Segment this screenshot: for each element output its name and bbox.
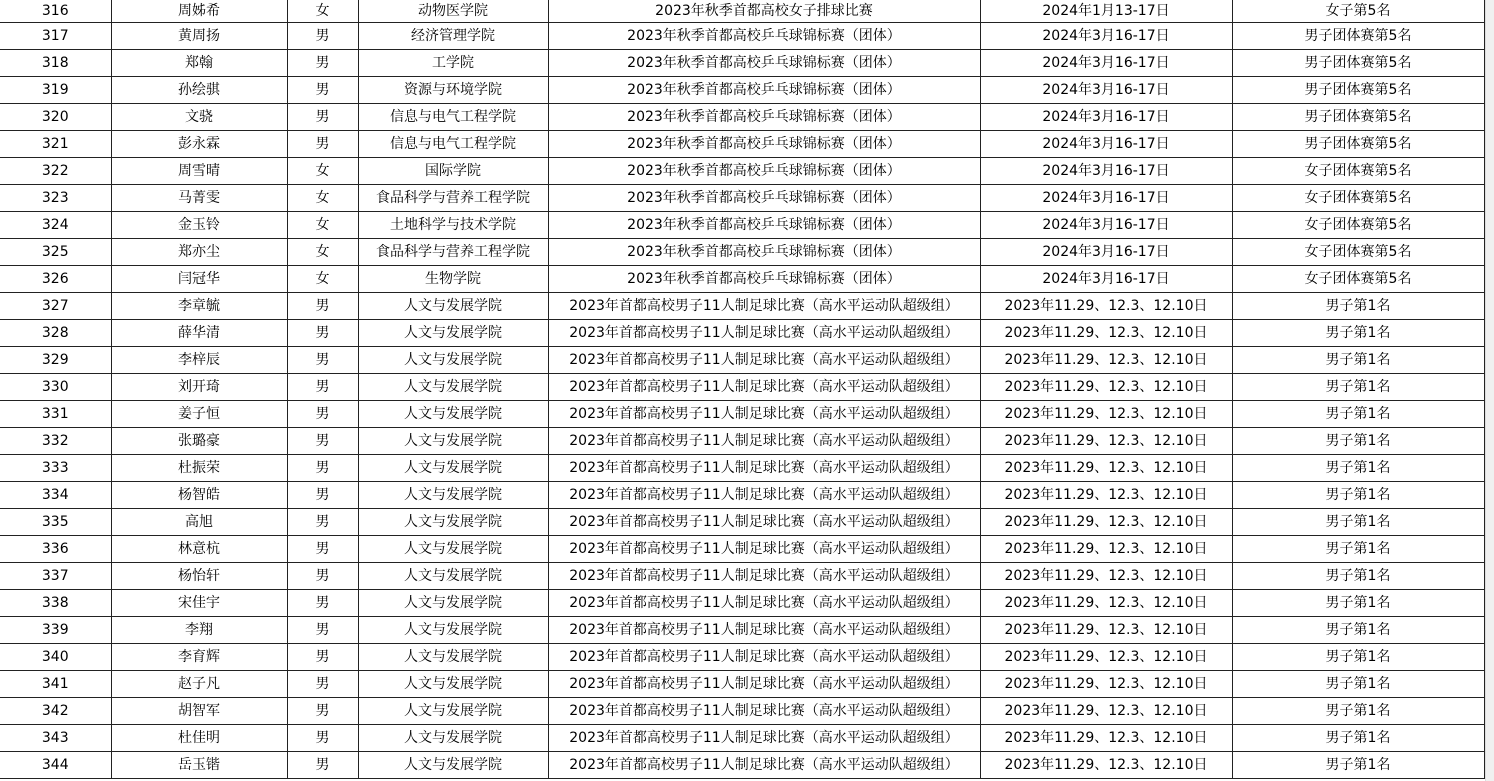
gender-cell[interactable]: 女 [287, 185, 358, 212]
date-cell[interactable]: 2023年11.29、12.3、12.10日 [980, 455, 1232, 482]
date-cell[interactable]: 2023年11.29、12.3、12.10日 [980, 752, 1232, 779]
table-row [0, 266, 1484, 293]
name-cell[interactable]: 刘开琦 [111, 374, 287, 401]
date-cell[interactable]: 2024年3月16-17日 [980, 158, 1232, 185]
name-cell[interactable]: 杨怡轩 [111, 563, 287, 590]
gender-cell[interactable]: 男 [287, 347, 358, 374]
college-cell[interactable]: 食品科学与营养工程学院 [358, 239, 548, 266]
date-cell[interactable]: 2024年3月16-17日 [980, 185, 1232, 212]
date-cell[interactable]: 2023年11.29、12.3、12.10日 [980, 563, 1232, 590]
college-cell[interactable]: 人文与发展学院 [358, 563, 548, 590]
gender-cell[interactable]: 男 [287, 644, 358, 671]
gender-cell[interactable]: 女 [287, 158, 358, 185]
gender-cell[interactable]: 男 [287, 725, 358, 752]
college-cell[interactable]: 人文与发展学院 [358, 482, 548, 509]
table-row [0, 590, 1484, 617]
date-cell[interactable]: 2024年1月13-17日 [980, 0, 1232, 23]
gender-cell[interactable]: 男 [287, 428, 358, 455]
event-cell[interactable]: 2023年首都高校男子11人制足球比赛（高水平运动队超级组） [548, 455, 980, 482]
gender-cell[interactable]: 男 [287, 563, 358, 590]
result-cell[interactable]: 男子第1名 [1232, 509, 1484, 536]
date-cell[interactable]: 2024年3月16-17日 [980, 266, 1232, 293]
result-cell[interactable]: 男子第1名 [1232, 374, 1484, 401]
index-cell[interactable]: 325 [0, 239, 111, 266]
college-cell[interactable]: 人文与发展学院 [358, 455, 548, 482]
result-cell[interactable]: 男子团体赛第5名 [1232, 50, 1484, 77]
college-cell[interactable]: 人文与发展学院 [358, 536, 548, 563]
table-row [0, 239, 1484, 266]
table-row [0, 320, 1484, 347]
college-cell[interactable]: 土地科学与技术学院 [358, 212, 548, 239]
date-cell[interactable]: 2023年11.29、12.3、12.10日 [980, 617, 1232, 644]
table-row [0, 482, 1484, 509]
result-cell[interactable]: 女子第5名 [1232, 0, 1484, 23]
event-cell[interactable]: 2023年首都高校男子11人制足球比赛（高水平运动队超级组） [548, 725, 980, 752]
result-cell[interactable]: 男子第1名 [1232, 347, 1484, 374]
date-cell[interactable]: 2024年3月16-17日 [980, 239, 1232, 266]
date-cell[interactable]: 2023年11.29、12.3、12.10日 [980, 428, 1232, 455]
college-cell[interactable]: 人文与发展学院 [358, 509, 548, 536]
name-cell[interactable]: 文骁 [111, 104, 287, 131]
gender-cell[interactable]: 男 [287, 482, 358, 509]
gender-cell[interactable]: 女 [287, 212, 358, 239]
college-cell[interactable]: 人文与发展学院 [358, 590, 548, 617]
date-cell[interactable]: 2024年3月16-17日 [980, 77, 1232, 104]
name-cell[interactable]: 宋佳宇 [111, 590, 287, 617]
name-cell[interactable]: 闫冠华 [111, 266, 287, 293]
college-cell[interactable]: 人文与发展学院 [358, 617, 548, 644]
index-cell[interactable]: 321 [0, 131, 111, 158]
date-cell[interactable]: 2023年11.29、12.3、12.10日 [980, 536, 1232, 563]
college-cell[interactable]: 人文与发展学院 [358, 725, 548, 752]
result-cell[interactable]: 男子第1名 [1232, 536, 1484, 563]
table-row [0, 185, 1484, 212]
index-cell[interactable]: 322 [0, 158, 111, 185]
table-row [0, 104, 1484, 131]
name-cell[interactable]: 孙绘骐 [111, 77, 287, 104]
event-cell[interactable]: 2023年首都高校男子11人制足球比赛（高水平运动队超级组） [548, 509, 980, 536]
event-cell[interactable]: 2023年首都高校男子11人制足球比赛（高水平运动队超级组） [548, 590, 980, 617]
table-row [0, 293, 1484, 320]
index-cell[interactable]: 330 [0, 374, 111, 401]
table-row [0, 77, 1484, 104]
result-cell[interactable]: 男子团体赛第5名 [1232, 131, 1484, 158]
index-cell[interactable]: 327 [0, 293, 111, 320]
event-cell[interactable]: 2023年首都高校男子11人制足球比赛（高水平运动队超级组） [548, 320, 980, 347]
event-cell[interactable]: 2023年首都高校男子11人制足球比赛（高水平运动队超级组） [548, 671, 980, 698]
result-cell[interactable]: 男子团体赛第5名 [1232, 77, 1484, 104]
result-cell[interactable]: 男子团体赛第5名 [1232, 104, 1484, 131]
name-cell[interactable]: 薛华清 [111, 320, 287, 347]
college-cell[interactable]: 信息与电气工程学院 [358, 131, 548, 158]
index-cell[interactable]: 334 [0, 482, 111, 509]
date-cell[interactable]: 2023年11.29、12.3、12.10日 [980, 590, 1232, 617]
gender-cell[interactable]: 男 [287, 455, 358, 482]
index-cell[interactable]: 335 [0, 509, 111, 536]
result-cell[interactable]: 男子团体赛第5名 [1232, 23, 1484, 50]
result-cell[interactable]: 女子团体赛第5名 [1232, 239, 1484, 266]
name-cell[interactable]: 杜佳明 [111, 725, 287, 752]
gender-cell[interactable]: 男 [287, 509, 358, 536]
result-cell[interactable]: 女子团体赛第5名 [1232, 212, 1484, 239]
gender-cell[interactable]: 女 [287, 266, 358, 293]
table-row [0, 50, 1484, 77]
table-row [0, 401, 1484, 428]
gender-cell[interactable]: 女 [287, 239, 358, 266]
name-cell[interactable]: 李育辉 [111, 644, 287, 671]
event-cell[interactable]: 2023年秋季首都高校乒乓球锦标赛（团体） [548, 50, 980, 77]
table-row [0, 0, 1484, 23]
name-cell[interactable]: 彭永霖 [111, 131, 287, 158]
gender-cell[interactable]: 男 [287, 536, 358, 563]
result-cell[interactable]: 男子第1名 [1232, 752, 1484, 779]
event-cell[interactable]: 2023年首都高校男子11人制足球比赛（高水平运动队超级组） [548, 536, 980, 563]
gender-cell[interactable]: 男 [287, 617, 358, 644]
result-cell[interactable]: 男子第1名 [1232, 671, 1484, 698]
gender-cell[interactable]: 男 [287, 320, 358, 347]
college-cell[interactable]: 工学院 [358, 50, 548, 77]
index-cell[interactable]: 318 [0, 50, 111, 77]
result-cell[interactable]: 女子团体赛第5名 [1232, 158, 1484, 185]
college-cell[interactable]: 经济管理学院 [358, 23, 548, 50]
event-cell[interactable]: 2023年秋季首都高校乒乓球锦标赛（团体） [548, 131, 980, 158]
college-cell[interactable]: 人文与发展学院 [358, 293, 548, 320]
result-cell[interactable]: 女子团体赛第5名 [1232, 185, 1484, 212]
index-cell[interactable]: 336 [0, 536, 111, 563]
name-cell[interactable]: 姜子恒 [111, 401, 287, 428]
gender-cell[interactable]: 男 [287, 401, 358, 428]
college-cell[interactable]: 人文与发展学院 [358, 644, 548, 671]
index-cell[interactable]: 344 [0, 752, 111, 779]
table-row [0, 131, 1484, 158]
date-cell[interactable]: 2024年3月16-17日 [980, 212, 1232, 239]
event-cell[interactable]: 2023年首都高校男子11人制足球比赛（高水平运动队超级组） [548, 617, 980, 644]
name-cell[interactable]: 周雪晴 [111, 158, 287, 185]
result-cell[interactable]: 男子第1名 [1232, 401, 1484, 428]
name-cell[interactable]: 郑翰 [111, 50, 287, 77]
index-cell[interactable]: 337 [0, 563, 111, 590]
result-cell[interactable]: 男子第1名 [1232, 725, 1484, 752]
date-cell[interactable]: 2023年11.29、12.3、12.10日 [980, 509, 1232, 536]
event-cell[interactable]: 2023年首都高校男子11人制足球比赛（高水平运动队超级组） [548, 482, 980, 509]
event-cell[interactable]: 2023年秋季首都高校乒乓球锦标赛（团体） [548, 266, 980, 293]
table-row [0, 698, 1484, 725]
gender-cell[interactable]: 男 [287, 698, 358, 725]
name-cell[interactable]: 黄周扬 [111, 23, 287, 50]
index-cell[interactable]: 316 [0, 0, 111, 23]
table-row [0, 644, 1484, 671]
index-cell[interactable]: 339 [0, 617, 111, 644]
gender-cell[interactable]: 男 [287, 293, 358, 320]
table-row [0, 374, 1484, 401]
name-cell[interactable]: 高旭 [111, 509, 287, 536]
college-cell[interactable]: 人文与发展学院 [358, 698, 548, 725]
name-cell[interactable]: 岳玉锴 [111, 752, 287, 779]
name-cell[interactable]: 郑亦尘 [111, 239, 287, 266]
table-row [0, 725, 1484, 752]
index-cell[interactable]: 324 [0, 212, 111, 239]
college-cell[interactable]: 人文与发展学院 [358, 374, 548, 401]
date-cell[interactable]: 2023年11.29、12.3、12.10日 [980, 698, 1232, 725]
event-cell[interactable]: 2023年首都高校男子11人制足球比赛（高水平运动队超级组） [548, 752, 980, 779]
name-cell[interactable]: 金玉铃 [111, 212, 287, 239]
index-cell[interactable]: 319 [0, 77, 111, 104]
gender-cell[interactable]: 男 [287, 104, 358, 131]
index-cell[interactable]: 320 [0, 104, 111, 131]
result-cell[interactable]: 男子第1名 [1232, 293, 1484, 320]
event-cell[interactable]: 2023年首都高校男子11人制足球比赛（高水平运动队超级组） [548, 563, 980, 590]
event-cell[interactable]: 2023年首都高校男子11人制足球比赛（高水平运动队超级组） [548, 401, 980, 428]
gender-cell[interactable]: 男 [287, 50, 358, 77]
date-cell[interactable]: 2024年3月16-17日 [980, 104, 1232, 131]
date-cell[interactable]: 2023年11.29、12.3、12.10日 [980, 347, 1232, 374]
event-cell[interactable]: 2023年秋季首都高校乒乓球锦标赛（团体） [548, 158, 980, 185]
index-cell[interactable]: 323 [0, 185, 111, 212]
date-cell[interactable]: 2024年3月16-17日 [980, 131, 1232, 158]
event-cell[interactable]: 2023年首都高校男子11人制足球比赛（高水平运动队超级组） [548, 698, 980, 725]
date-cell[interactable]: 2023年11.29、12.3、12.10日 [980, 320, 1232, 347]
table-row [0, 536, 1484, 563]
date-cell[interactable]: 2024年3月16-17日 [980, 23, 1232, 50]
table-row [0, 671, 1484, 698]
event-cell[interactable]: 2023年秋季首都高校乒乓球锦标赛（团体） [548, 239, 980, 266]
name-cell[interactable]: 李章毓 [111, 293, 287, 320]
table-row [0, 617, 1484, 644]
name-cell[interactable]: 张璐豪 [111, 428, 287, 455]
result-cell[interactable]: 男子第1名 [1232, 617, 1484, 644]
name-cell[interactable]: 周姊希 [111, 0, 287, 23]
table-row [0, 509, 1484, 536]
college-cell[interactable]: 人文与发展学院 [358, 752, 548, 779]
event-cell[interactable]: 2023年秋季首都高校乒乓球锦标赛（团体） [548, 212, 980, 239]
result-cell[interactable]: 男子第1名 [1232, 590, 1484, 617]
name-cell[interactable]: 赵子凡 [111, 671, 287, 698]
index-cell[interactable]: 331 [0, 401, 111, 428]
college-cell[interactable]: 人文与发展学院 [358, 671, 548, 698]
index-cell[interactable]: 326 [0, 266, 111, 293]
name-cell[interactable]: 李梓辰 [111, 347, 287, 374]
college-cell[interactable]: 资源与环境学院 [358, 77, 548, 104]
result-cell[interactable]: 男子第1名 [1232, 320, 1484, 347]
event-cell[interactable]: 2023年秋季首都高校乒乓球锦标赛（团体） [548, 104, 980, 131]
date-cell[interactable]: 2023年11.29、12.3、12.10日 [980, 644, 1232, 671]
event-cell[interactable]: 2023年秋季首都高校女子排球比赛 [548, 0, 980, 23]
result-cell[interactable]: 男子第1名 [1232, 428, 1484, 455]
college-cell[interactable]: 动物医学院 [358, 0, 548, 23]
gender-cell[interactable]: 男 [287, 23, 358, 50]
index-cell[interactable]: 317 [0, 23, 111, 50]
event-cell[interactable]: 2023年首都高校男子11人制足球比赛（高水平运动队超级组） [548, 347, 980, 374]
table-row [0, 455, 1484, 482]
vertical-scrollbar[interactable] [1485, 0, 1494, 781]
name-cell[interactable]: 杨智皓 [111, 482, 287, 509]
event-cell[interactable]: 2023年秋季首都高校乒乓球锦标赛（团体） [548, 77, 980, 104]
index-cell[interactable]: 338 [0, 590, 111, 617]
gender-cell[interactable]: 男 [287, 77, 358, 104]
name-cell[interactable]: 胡智军 [111, 698, 287, 725]
event-cell[interactable]: 2023年秋季首都高校乒乓球锦标赛（团体） [548, 185, 980, 212]
index-cell[interactable]: 340 [0, 644, 111, 671]
result-cell[interactable]: 女子团体赛第5名 [1232, 266, 1484, 293]
date-cell[interactable]: 2023年11.29、12.3、12.10日 [980, 482, 1232, 509]
date-cell[interactable]: 2023年11.29、12.3、12.10日 [980, 725, 1232, 752]
college-cell[interactable]: 国际学院 [358, 158, 548, 185]
event-cell[interactable]: 2023年秋季首都高校乒乓球锦标赛（团体） [548, 23, 980, 50]
table-row [0, 23, 1484, 50]
result-cell[interactable]: 男子第1名 [1232, 482, 1484, 509]
table-row [0, 158, 1484, 185]
date-cell[interactable]: 2023年11.29、12.3、12.10日 [980, 374, 1232, 401]
index-cell[interactable]: 341 [0, 671, 111, 698]
result-cell[interactable]: 男子第1名 [1232, 455, 1484, 482]
table-row [0, 347, 1484, 374]
result-cell[interactable]: 男子第1名 [1232, 563, 1484, 590]
name-cell[interactable]: 马菁雯 [111, 185, 287, 212]
index-cell[interactable]: 333 [0, 455, 111, 482]
college-cell[interactable]: 人文与发展学院 [358, 320, 548, 347]
college-cell[interactable]: 人文与发展学院 [358, 428, 548, 455]
index-cell[interactable]: 329 [0, 347, 111, 374]
event-cell[interactable]: 2023年首都高校男子11人制足球比赛（高水平运动队超级组） [548, 374, 980, 401]
date-cell[interactable]: 2023年11.29、12.3、12.10日 [980, 671, 1232, 698]
gender-cell[interactable]: 男 [287, 131, 358, 158]
date-cell[interactable]: 2023年11.29、12.3、12.10日 [980, 293, 1232, 320]
college-cell[interactable]: 人文与发展学院 [358, 401, 548, 428]
event-cell[interactable]: 2023年首都高校男子11人制足球比赛（高水平运动队超级组） [548, 644, 980, 671]
college-cell[interactable]: 人文与发展学院 [358, 347, 548, 374]
name-cell[interactable]: 林意杭 [111, 536, 287, 563]
gender-cell[interactable]: 女 [287, 0, 358, 23]
index-cell[interactable]: 342 [0, 698, 111, 725]
index-cell[interactable]: 343 [0, 725, 111, 752]
table-row [0, 212, 1484, 239]
college-cell[interactable]: 食品科学与营养工程学院 [358, 185, 548, 212]
gender-cell[interactable]: 男 [287, 671, 358, 698]
gender-cell[interactable]: 男 [287, 374, 358, 401]
index-cell[interactable]: 328 [0, 320, 111, 347]
college-cell[interactable]: 信息与电气工程学院 [358, 104, 548, 131]
date-cell[interactable]: 2024年3月16-17日 [980, 50, 1232, 77]
gender-cell[interactable]: 男 [287, 752, 358, 779]
date-cell[interactable]: 2023年11.29、12.3、12.10日 [980, 401, 1232, 428]
result-cell[interactable]: 男子第1名 [1232, 698, 1484, 725]
name-cell[interactable]: 杜振荣 [111, 455, 287, 482]
name-cell[interactable]: 李翔 [111, 617, 287, 644]
result-cell[interactable]: 男子第1名 [1232, 644, 1484, 671]
table-row [0, 752, 1484, 779]
gender-cell[interactable]: 男 [287, 590, 358, 617]
event-cell[interactable]: 2023年首都高校男子11人制足球比赛（高水平运动队超级组） [548, 428, 980, 455]
index-cell[interactable]: 332 [0, 428, 111, 455]
table-row [0, 428, 1484, 455]
table-row [0, 563, 1484, 590]
college-cell[interactable]: 生物学院 [358, 266, 548, 293]
event-cell[interactable]: 2023年首都高校男子11人制足球比赛（高水平运动队超级组） [548, 293, 980, 320]
